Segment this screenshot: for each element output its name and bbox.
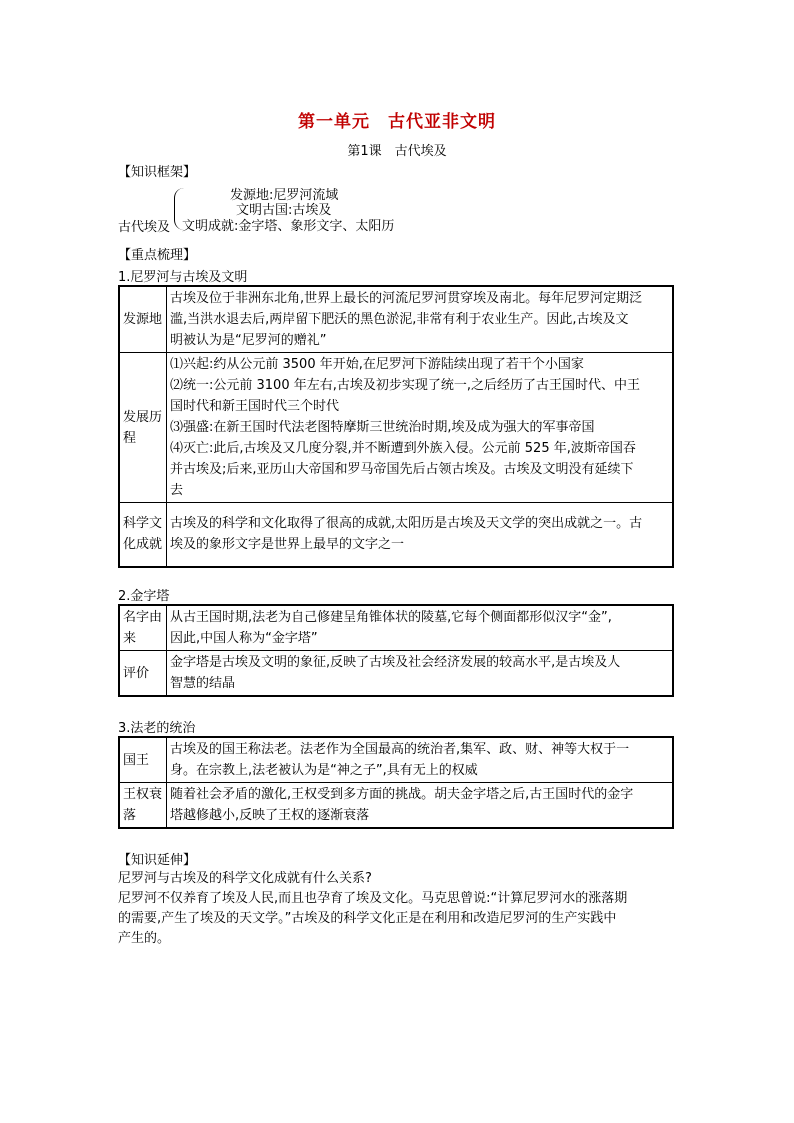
content-line: ⑵统一:公元前 3100 年左右,古埃及初步实现了统一,之后经历了古王国时代、中王 xyxy=(170,378,640,393)
framework-root: 古代埃及 xyxy=(118,220,171,235)
framework-branch-civilization: 文明古国:古埃及 xyxy=(236,203,332,218)
content-line: 国时代和新王国时代三个时代 xyxy=(170,399,340,414)
row-content xyxy=(167,605,674,651)
table-row xyxy=(119,605,673,651)
content-line: 明被认为是“尼罗河的赠礼” xyxy=(170,333,327,348)
content-line: ⑷灭亡:此后,古埃及又几度分裂,并不断遭到外族入侵。公元前 525 年,波斯帝国吞 xyxy=(170,441,636,456)
row-content xyxy=(167,783,674,829)
content-line: 古埃及位于非洲东北角,世界上最长的河流尼罗河贯穿埃及南北。每年尼罗河定期泛 xyxy=(170,291,643,306)
content-line: 随着社会矛盾的激化,王权受到多方面的挑战。胡夫金字塔之后,古王国时代的金字 xyxy=(170,787,634,802)
row-content xyxy=(167,503,674,567)
content-line: 智慧的结晶 xyxy=(170,676,236,691)
content-line: 塔越修越小,反映了王权的逐渐衰落 xyxy=(170,808,370,823)
table-row xyxy=(119,353,673,503)
framework-branch-achievements: 文明成就:金字塔、象形文字、太阳历 xyxy=(182,219,395,234)
section3-table xyxy=(118,736,674,829)
lesson-title: 第1课 古代埃及 xyxy=(347,144,447,159)
answer-line: 产生的。 xyxy=(118,931,171,946)
answer-line: 尼罗河不仅养育了埃及人民,而且也孕育了埃及文化。马克思曾说:“计算尼罗河水的涨落期 xyxy=(118,891,628,906)
content-line: 并古埃及;后来,亚历山大帝国和罗马帝国先后占领古埃及。古埃及文明没有延续下 xyxy=(170,462,634,477)
unit-title: 第一单元 古代亚非文明 xyxy=(298,112,496,132)
content-line: ⑴兴起:约从公元前 3500 年开始,在尼罗河下游陆续出现了若干个小国家 xyxy=(170,357,584,372)
content-line: 从古王国时期,法老为自己修建呈角锥体状的陵墓,它每个侧面都形似汉字“金”, xyxy=(170,610,612,625)
row-label: 评价 xyxy=(119,651,167,697)
section1-table xyxy=(118,285,674,568)
row-label: 国王 xyxy=(119,737,167,783)
table-row xyxy=(119,503,673,567)
row-content xyxy=(167,737,674,783)
framework-heading: 【知识框架】 xyxy=(118,165,197,180)
row-content xyxy=(167,286,674,353)
row-label: 发展历程 xyxy=(119,353,167,503)
content-line: 身。在宗教上,法老被认为是“神之子”,具有无上的权威 xyxy=(170,763,478,778)
section2-title: 2.金字塔 xyxy=(118,589,170,604)
row-content xyxy=(167,353,674,503)
section2-table xyxy=(118,604,674,697)
answer-line: 的需要,产生了埃及的天文学。”古埃及的科学文化正是在利用和改造尼罗河的生产实践中 xyxy=(118,911,617,926)
content-line: 古埃及的国王称法老。法老作为全国最高的统治者,集军、政、财、神等大权于一 xyxy=(170,742,630,757)
content-line: 滥,当洪水退去后,两岸留下肥沃的黑色淤泥,非常有利于农业生产。因此,古埃及文 xyxy=(170,312,629,327)
extension-answer xyxy=(118,889,674,949)
extension-heading: 【知识延伸】 xyxy=(118,853,197,868)
row-label: 科学文化成就 xyxy=(119,503,167,567)
key-points-heading: 【重点梳理】 xyxy=(118,248,197,263)
extension-question: 尼罗河与古埃及的科学文化成就有什么关系? xyxy=(118,871,372,886)
content-line: 埃及的象形文字是世界上最早的文字之一 xyxy=(170,537,405,553)
content-line: 金字塔是古埃及文明的象征,反映了古埃及社会经济发展的较高水平,是古埃及人 xyxy=(170,655,621,670)
row-label: 发源地 xyxy=(119,286,167,353)
content-line: ⑶强盛:在新王国时代法老图特摩斯三世统治时期,埃及成为强大的军事帝国 xyxy=(170,420,595,435)
section1-title: 1.尼罗河与古埃及文明 xyxy=(118,270,248,285)
table-row xyxy=(119,286,673,353)
row-label: 王权衰落 xyxy=(119,783,167,829)
framework-branch-origin: 发源地:尼罗河流域 xyxy=(230,188,339,203)
row-label: 名字由来 xyxy=(119,605,167,651)
table-row xyxy=(119,651,673,697)
table-row xyxy=(119,737,673,783)
content-line: 古埃及的科学和文化取得了很高的成就,太阳历是古埃及天文学的突出成就之一。古 xyxy=(170,516,643,532)
section3-title: 3.法老的统治 xyxy=(118,721,196,736)
table-row xyxy=(119,783,673,829)
row-content xyxy=(167,651,674,697)
content-line: 去 xyxy=(170,483,184,498)
content-line: 因此,中国人称为“金字塔” xyxy=(170,631,318,646)
